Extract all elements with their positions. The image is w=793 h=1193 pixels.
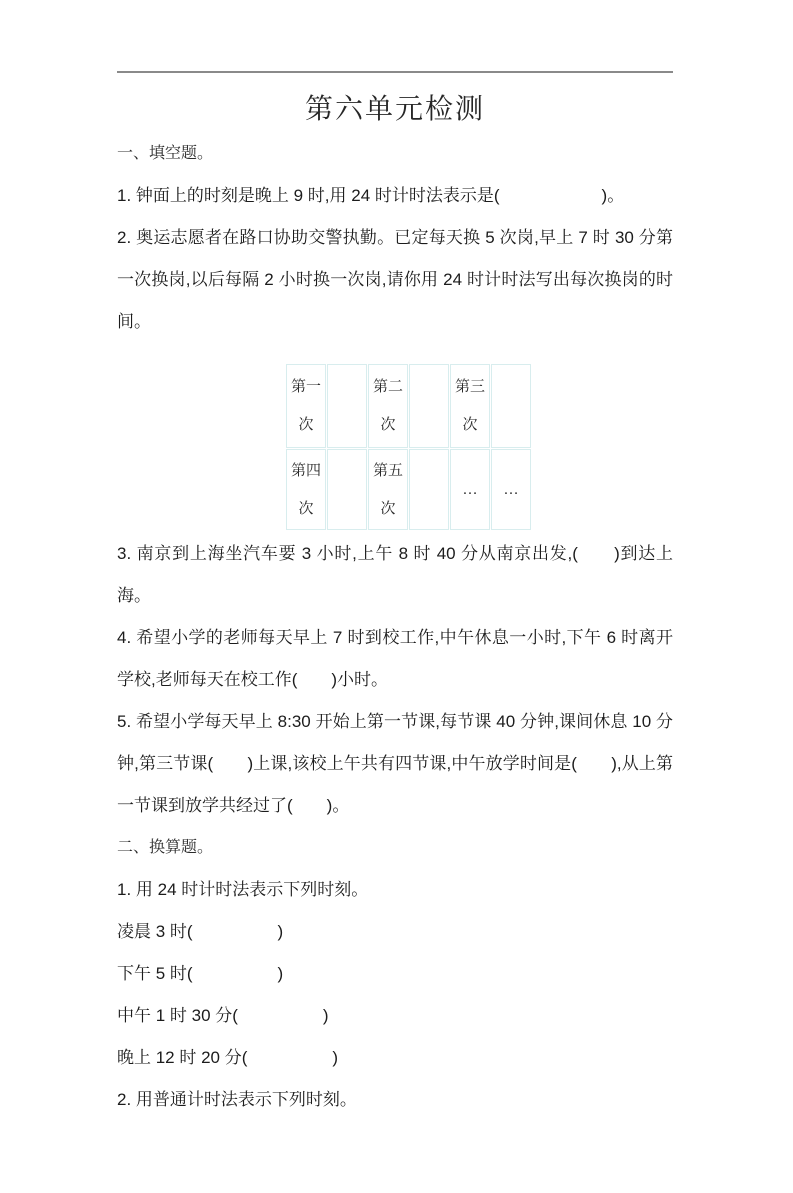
table-cell-text: … (462, 481, 478, 498)
conversion-item-1: 凌晨 3 时( ) (117, 922, 284, 941)
table-cell-text: 第三次 (454, 379, 485, 433)
table-cell (327, 364, 367, 448)
table-cell (409, 449, 449, 530)
question-3: 3. 南京到上海坐汽车要 3 小时,上午 8 时 40 分从南京出发,( )到达上海。 (117, 544, 673, 605)
conversion-item-3: 中午 1 时 30 分( ) (117, 1006, 329, 1025)
table-cell (491, 449, 531, 530)
table-cell (286, 449, 326, 530)
section-2-heading: 二、换算题。 (117, 839, 214, 856)
table-row (286, 449, 531, 530)
table-cell (286, 364, 326, 448)
table-cell (409, 364, 449, 448)
table-cell (450, 449, 490, 530)
question-4: 4. 希望小学的老师每天早上 7 时到校工作,中午休息一小时,下午 6 时离开学校,老师每天在校工作( )小时。 (117, 628, 673, 689)
worksheet-body (117, 133, 673, 1121)
conversion-item-2: 下午 5 时( ) (117, 964, 284, 983)
shift-schedule-table (285, 363, 532, 531)
table-cell-text: 第四次 (290, 462, 321, 517)
table-row (286, 364, 531, 448)
conversion-instruction-1: 1. 用 24 时计时法表示下列时刻。 (117, 880, 369, 899)
table-cell (368, 364, 408, 448)
table-cell-text: 第一次 (290, 379, 321, 433)
table-cell-text: 第二次 (372, 379, 403, 433)
question-5: 5. 希望小学每天早上 8:30 开始上第一节课,每节课 40 分钟,课间休息 10 分钟,第三节课( )上课,该校上午共有四节课,中午放学时间是( ),从上第一节课到放学共经过了( )。 (117, 712, 673, 815)
question-2: 2. 奥运志愿者在路口协助交警执勤。已定每天换 5 次岗,早上 7 时 30 分第一次换岗,以后每隔 2 小时换一次岗,请你用 24 时计时法写出每次换岗的时间。 (117, 228, 673, 331)
table-cell (491, 364, 531, 448)
table-cell-text: … (503, 481, 519, 498)
section-1-heading: 一、填空题。 (117, 145, 214, 162)
table-cell (450, 364, 490, 448)
conversion-item-4: 晚上 12 时 20 分( ) (117, 1048, 339, 1067)
conversion-instruction-2: 2. 用普通计时法表示下列时刻。 (117, 1090, 357, 1109)
table-cell (368, 449, 408, 530)
question-1: 1. 钟面上的时刻是晚上 9 时,用 24 时计时法表示是( )。 (117, 186, 625, 205)
header-rule (117, 71, 673, 73)
page-title: 第六单元检测 (304, 94, 485, 125)
table-cell (327, 449, 367, 530)
table-cell-text: 第五次 (372, 462, 403, 517)
